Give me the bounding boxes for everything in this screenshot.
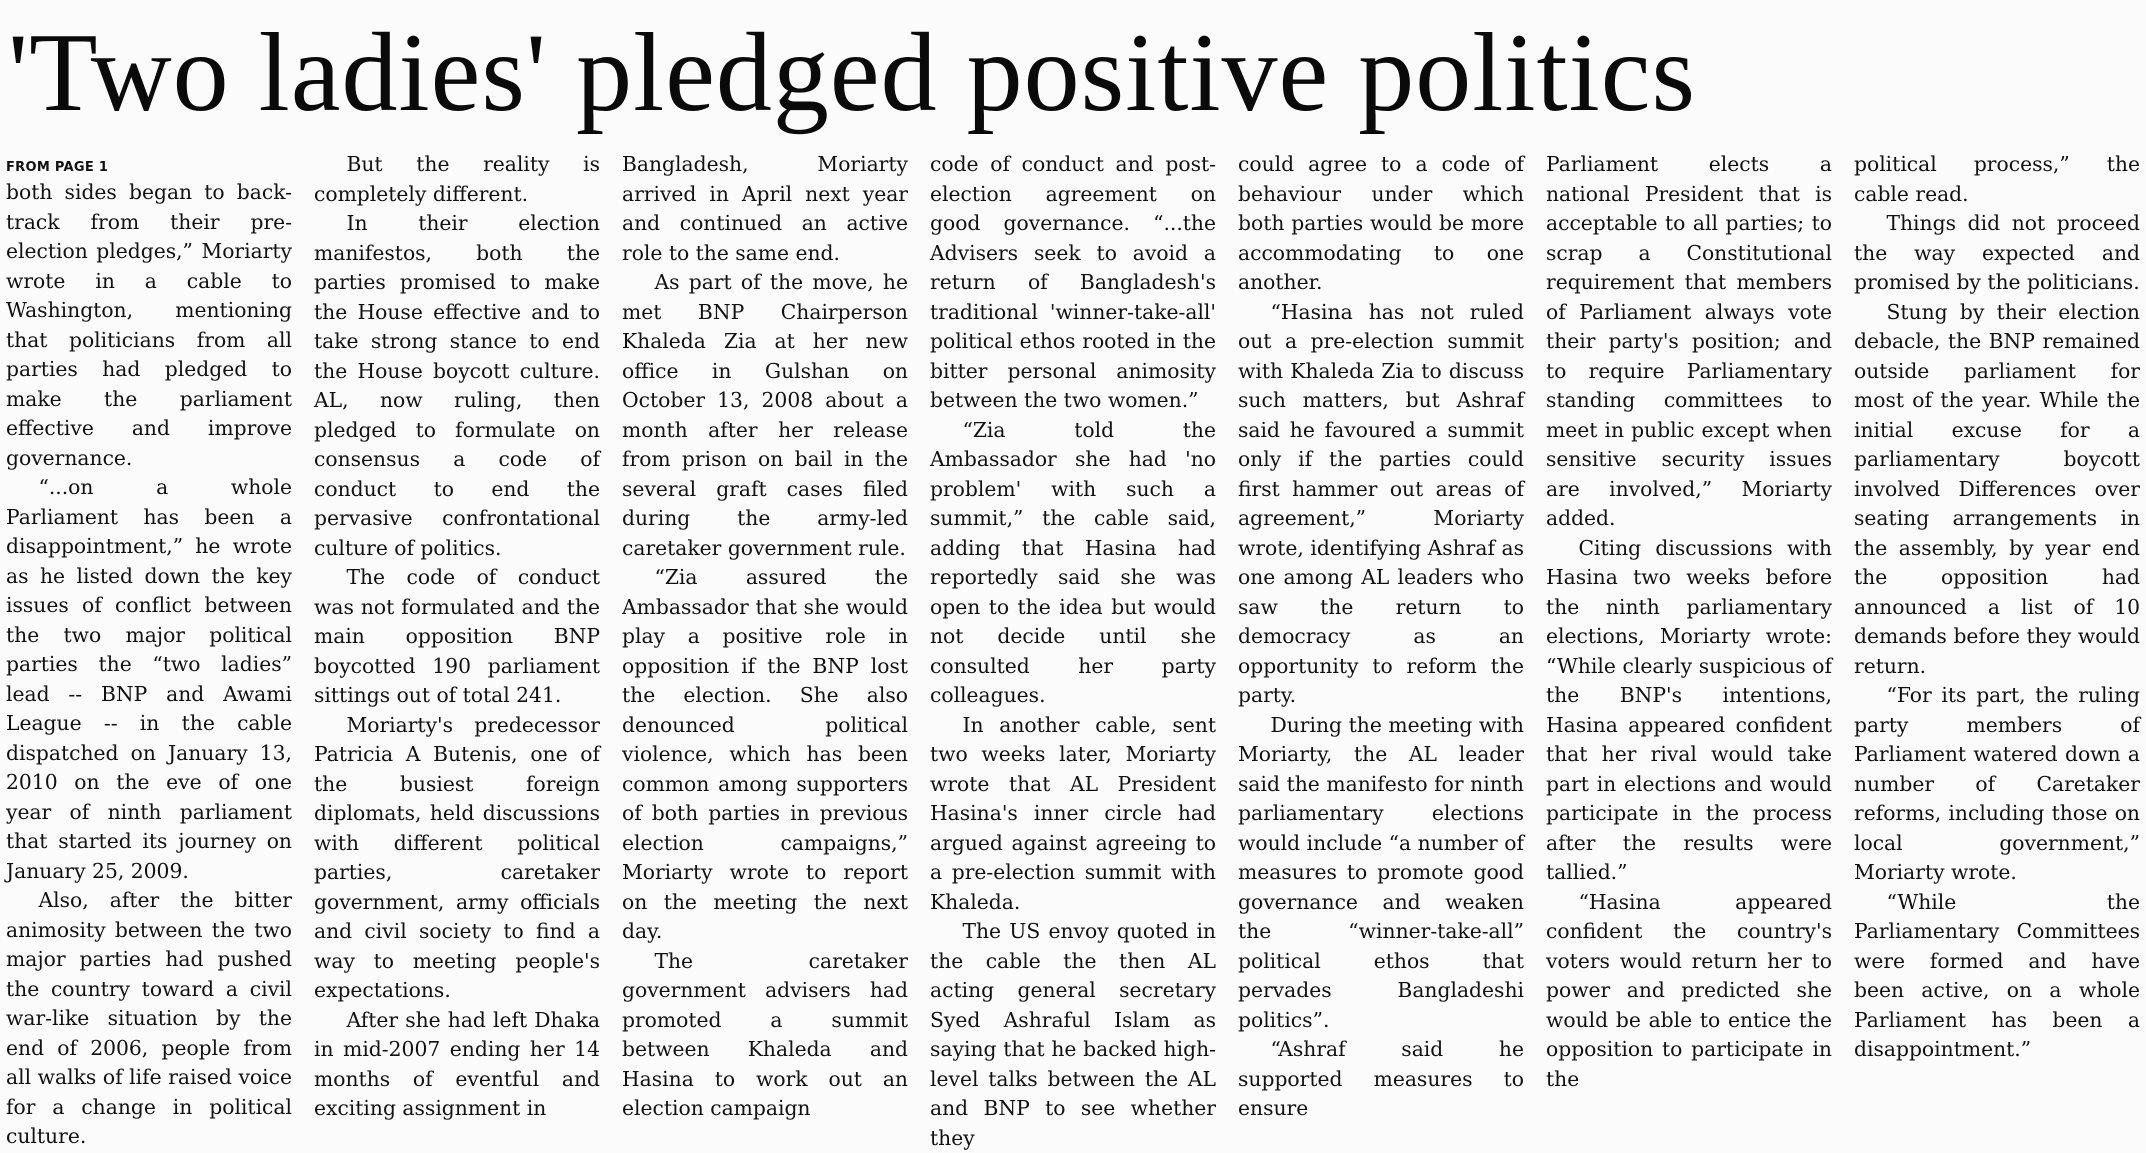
paragraph: In another cable, sent two weeks later, Moriarty wrote that AL President Hasina's inner circle had argued against agreeing to a pre-election summit with Khaleda. (930, 712, 1216, 914)
paragraph: Moriarty's predecessor Patricia A Butenis, one of the busiest foreign diplomats, held discussions with different political parties, caretaker government, army officials and civil society to find a way to meeting people's expectations. (314, 712, 600, 1002)
paragraph: Stung by their election debacle, the BNP remained outside parliament for most of the year. While the initial excuse for a parliamentary boycott involved Differences over seating arrangements in the assembly, by year end the opposition had announced a list of 10 demands before they would return. (1854, 299, 2140, 678)
paragraph: both sides began to back-track from their pre-election pledges,” Moriarty wrote in a cable to Washington, mentioning that politicians from all parties had pledged to make the parliament effective and improve governance. (6, 180, 292, 470)
paragraph: code of conduct and post-election agreement on good governance. “...the Advisers seek to avoid a return of Bangladesh's traditional 'winner-take-all' political ethos rooted in the bitter personal animosity between the two women.” (930, 152, 1216, 412)
paragraph: Citing discussions with Hasina two weeks before the ninth parliamentary elections, Moriarty wrote: “While clearly suspicious of the BNP's intentions, Hasina appeared confident that her rival would take part in elections and would participate in the process after the results were tallied.” (1546, 535, 1832, 884)
paragraph: During the meeting with Moriarty, the AL leader said the manifesto for ninth parliamentary elections would include “a number of measures to promote good governance and weaken the “winner-take-all” political ethos that pervades Bangladeshi politics”. (1238, 712, 1524, 1032)
column-3 (622, 150, 908, 1120)
paragraph: As part of the move, he met BNP Chairperson Khaleda Zia at her new office in Gulshan on October 13, 2008 about a month after her release from prison on bail in the several graft cases filed during the army-led caretaker government rule. (622, 270, 908, 560)
column-1 (6, 150, 292, 1148)
paragraph: Also, after the bitter animosity between the two major parties had pushed the country toward a civil war-like situation by the end of 2006, people from all walks of life raised voice for a change in political culture. (6, 888, 292, 1148)
paragraph: In their election manifestos, both the parties promised to make the House effective and to take strong stance to end the House boycott culture. AL, now ruling, then pledged to formulate on consensus a code of conduct to end the pervasive confrontational culture of politics. (314, 211, 600, 560)
kicker: FROM PAGE 1 (6, 160, 109, 175)
column-7 (1854, 150, 2140, 1061)
column-6 (1546, 150, 1832, 1091)
paragraph: After she had left Dhaka in mid-2007 ending her 14 months of eventful and exciting assignment in (314, 1007, 600, 1120)
paragraph: Parliament elects a national President that is acceptable to all parties; to scrap a Constitutional requirement that members of Parliament always vote their party's position; and to require Parliamentary standing committees to meet in public except when sensitive security issues are involved,” Moriarty added. (1546, 152, 1832, 530)
headline: 'Two ladies' pledged positive politics (8, 11, 1697, 135)
paragraph: “Ashraf said he supported measures to ensure (1238, 1037, 1524, 1120)
column-2 (314, 150, 600, 1120)
paragraph: “...on a whole Parliament has been a disappointment,” he wrote as he listed down the key issues of conflict between the two major political parties the “two ladies” lead -- BNP and Awami League -- in the cable dispatched on January 13, 2010 on the eve of one year of ninth parliament that started its journey on January 25, 2009. (6, 475, 292, 883)
paragraph: “Zia assured the Ambassador that she would play a positive role in opposition if the BNP lost the election. She also denounced political violence, which has been common among supporters of both parties in previous election campaigns,” Moriarty wrote to report on the meeting the next day. (622, 565, 908, 943)
paragraph: “Hasina has not ruled out a pre-election summit with Khaleda Zia to discuss such matters, but Ashraf said he favoured a summit only if the parties could first hammer out areas of agreement,” Moriarty wrote, identifying Ashraf as one among AL leaders who saw the return to democracy as an opportunity to reform the party. (1238, 299, 1524, 707)
article-body (6, 150, 2140, 1150)
paragraph: “Zia told the Ambassador she had 'no problem' with such a summit,” the cable said, adding that Hasina had reportedly said she was open to the idea but would not decide until she consulted her party colleagues. (930, 417, 1216, 707)
paragraph: “Hasina appeared confident the country's voters would return her to power and predicted she would be able to entice the opposition to participate in the (1546, 889, 1832, 1091)
paragraph: The code of conduct was not formulated and the main opposition BNP boycotted 190 parliament sittings out of total 241. (314, 565, 600, 707)
column-4 (930, 150, 1216, 1150)
paragraph: could agree to a code of behaviour under which both parties would be more accommodating to one another. (1238, 152, 1524, 294)
paragraph: The caretaker government advisers had promoted a summit between Khaleda and Hasina to work out an election campaign (622, 948, 908, 1120)
paragraph: But the reality is completely different. (314, 152, 600, 206)
paragraph: The US envoy quoted in the cable the then AL acting general secretary Syed Ashraful Islam as saying that he backed high-level talks between the AL and BNP to see whether they (930, 919, 1216, 1150)
column-5 (1238, 150, 1524, 1120)
paragraph: Bangladesh, Moriarty arrived in April next year and continued an active role to the same end. (622, 152, 908, 265)
paragraph: “While the Parliamentary Committees were formed and have been active, on a whole Parliament has been a disappointment.” (1854, 889, 2140, 1061)
paragraph: Things did not proceed the way expected and promised by the politicians. (1854, 211, 2140, 294)
paragraph: political process,” the cable read. (1854, 152, 2140, 206)
paragraph: “For its part, the ruling party members of Parliament watered down a number of Caretaker reforms, including those on local government,” Moriarty wrote. (1854, 683, 2140, 884)
